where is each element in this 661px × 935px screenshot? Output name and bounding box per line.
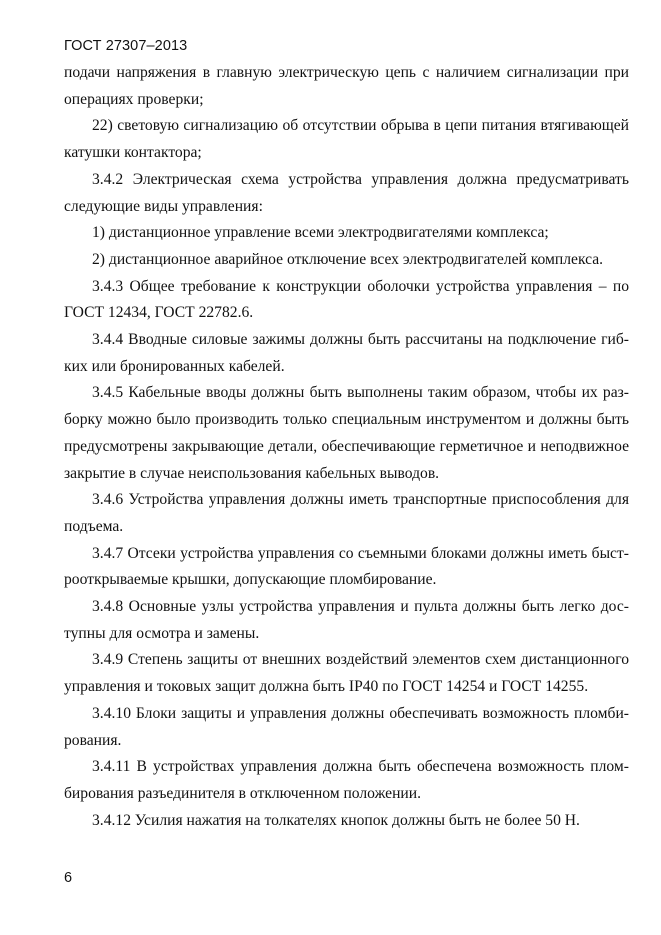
paragraph: подачи напряжения в главную электрическую цепь с наличием сигнализации при операциях проверки; bbox=[64, 64, 629, 108]
paragraph: 3.4.9 Степень защиты от внешних воздействий элементов схем дистанционного управления и токовых защит должна быть IP40 по ГОСТ 14254 и ГОСТ 14255. bbox=[64, 651, 629, 696]
document-header bbox=[64, 38, 187, 54]
paragraph: 3.4.12 Усилия нажатия на толкателях кнопок должны быть не более 50 Н. bbox=[92, 811, 580, 829]
paragraph: 3.4.2 Электрическая схема устройства управления должна предусматривать следующие виды управления: bbox=[64, 170, 629, 215]
document-body bbox=[64, 60, 629, 834]
page-number: 6 bbox=[64, 870, 73, 886]
paragraph: 3.4.8 Основные узлы устройства управления и пульта должны быть легко доступны для осмотра и замены. bbox=[64, 598, 629, 642]
document-code: ГОСТ 27307–2013 bbox=[64, 38, 188, 54]
paragraph: 3.4.10 Блоки защиты и управления должны обеспечивать возможность пломбирования. bbox=[64, 704, 629, 749]
paragraph: 3.4.11 В устройствах управления должна быть обеспечена возможность пломбирования разъединителя в отключенном положении. bbox=[64, 758, 629, 802]
paragraph: 3.4.7 Отсеки устройства управления со съемными блоками должны иметь быстрооткрываемые крышки, допускающие пломбирование. bbox=[64, 544, 629, 589]
paragraph: 3.4.3 Общее требование к конструкции оболочки устройства управления – по ГОСТ 12434, ГОСТ 22782.6. bbox=[64, 277, 629, 322]
paragraph: 2) дистанционное аварийное отключение всех электродвигателей комплекса. bbox=[92, 250, 604, 268]
paragraph: 3.4.5 Кабельные вводы должны быть выполнены таким образом, чтобы их разборку можно было производить только специальным инструментом и должны быть предусмотрены закрывающие детали, обеспечивающие герметичное и неподвижное закрытие в случае неиспользования кабельных выводов. bbox=[64, 384, 629, 482]
paragraph: 3.4.6 Устройства управления должны иметь транспортные приспособления для подъема. bbox=[64, 491, 629, 535]
paragraph: 22) световую сигнализацию об отсутствии обрыва в цепи питания втягивающей катушки контактора; bbox=[64, 117, 629, 162]
paragraph: 3.4.4 Вводные силовые зажимы должны быть рассчитаны на подключение гибких или бронированных кабелей. bbox=[64, 331, 629, 375]
paragraph: 1) дистанционное управление всеми электродвигателями комплекса; bbox=[92, 224, 549, 242]
